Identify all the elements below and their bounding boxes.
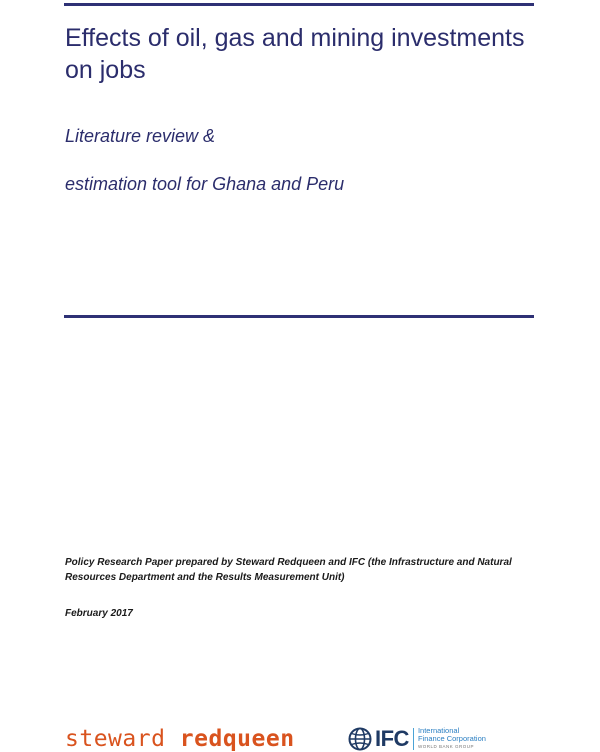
steward-redqueen-logo: [65, 726, 295, 752]
document-title: Effects of oil, gas and mining investments on jobs: [65, 24, 525, 84]
publication-date: February 2017: [65, 608, 133, 619]
subtitle-line-1: Literature review &: [65, 126, 216, 146]
ifc-fullname: [418, 727, 486, 751]
top-rule: [64, 3, 534, 6]
ifc-name-line-1: International: [417, 726, 460, 735]
ifc-group-label: WORLD BANK GROUP: [417, 744, 474, 749]
bottom-rule: [64, 315, 534, 318]
ifc-logo: [348, 727, 486, 751]
logo-text-steward: steward: [65, 726, 180, 752]
logo-text-redqueen: redqueen: [179, 726, 295, 752]
globe-icon: [348, 727, 372, 751]
ifc-divider: [413, 728, 414, 750]
ifc-name-line-2: Finance Corporation: [417, 734, 486, 743]
policy-note: Policy Research Paper prepared by Steward Redqueen and IFC (the Infrastructure and Natural Resources Department and the Results Measurement Unit): [65, 557, 512, 583]
ifc-acronym: IFC: [375, 726, 409, 751]
subtitle-line-2: estimation tool for Ghana and Peru: [65, 174, 345, 194]
